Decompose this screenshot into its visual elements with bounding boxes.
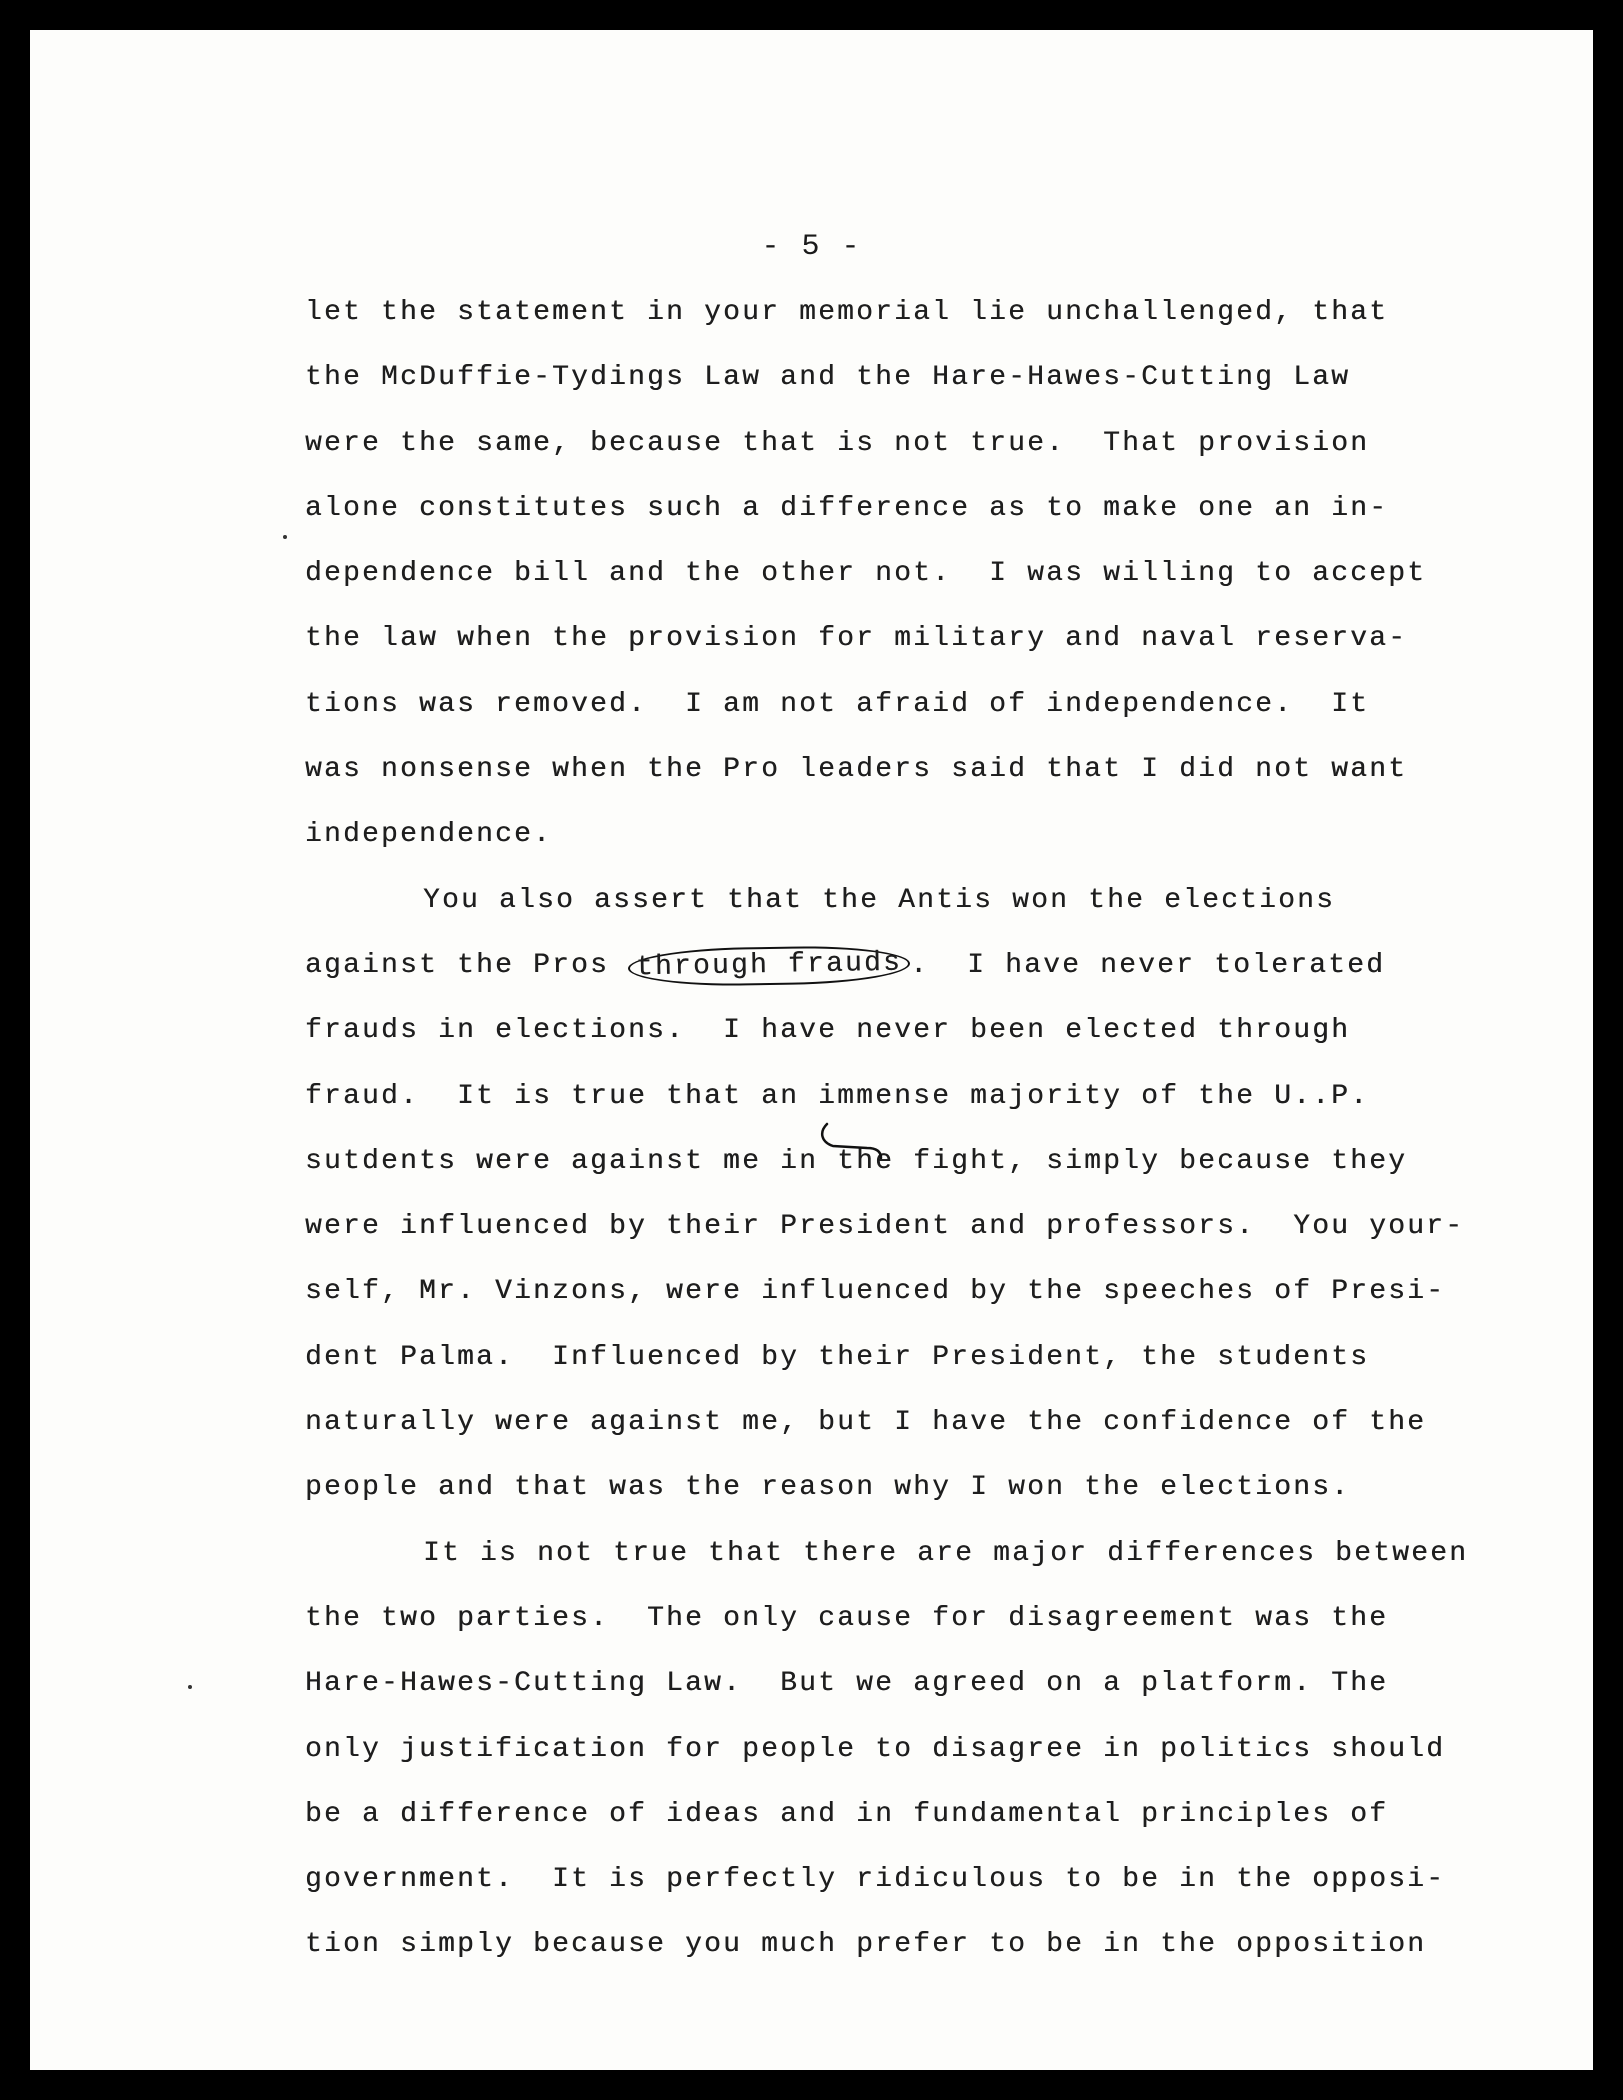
paragraph-start-line: You also assert that the Antis won the elections: [423, 884, 1336, 916]
scan-speck: [188, 1685, 192, 1689]
text-line: people and that was the reason why I won the elections.: [305, 1472, 1351, 1504]
text-line: tions was removed. I am not afraid of independence. It: [305, 688, 1370, 720]
text-line: were the same, because that is not true. That provision: [305, 427, 1370, 459]
body-text: [305, 280, 1525, 1978]
text-line: fraud. It is true that an immense majority of the U..P.: [305, 1080, 1370, 1112]
text-line: dependence bill and the other not. I was willing to accept: [305, 558, 1427, 590]
text-line: only justification for people to disagree in politics should: [305, 1733, 1446, 1765]
circled-annotation: through frauds: [628, 945, 911, 988]
text-line: the McDuffie-Tydings Law and the Hare-Hawes-Cutting Law: [305, 362, 1351, 394]
text-line: the two parties. The only cause for disagreement was the: [305, 1602, 1389, 1634]
text-line: were influenced by their President and professors. You your-: [305, 1211, 1465, 1243]
text-line: sutdents were against me in the fight, simply because they: [305, 1145, 1408, 1177]
text-line: be a difference of ideas and in fundamental principles of: [305, 1798, 1389, 1830]
text-line: naturally were against me, but I have the confidence of the: [305, 1407, 1427, 1439]
text-line: self, Mr. Vinzons, were influenced by the speeches of Presi-: [305, 1276, 1446, 1308]
document-page: [30, 30, 1593, 2070]
text-line-annotated: [305, 933, 1525, 998]
page-number: - 5 -: [761, 230, 862, 264]
text-line: government. It is perfectly ridiculous to be in the opposi-: [305, 1864, 1446, 1896]
text-line: was nonsense when the Pro leaders said that I did not want: [305, 754, 1408, 786]
text-line: Hare-Hawes-Cutting Law. But we agreed on a platform. The: [305, 1668, 1389, 1700]
text-segment: against the Pros: [305, 949, 629, 981]
text-segment: . I have never tolerated: [910, 949, 1386, 981]
text-line: let the statement in your memorial lie unchallenged, that: [305, 297, 1389, 328]
text-line: the law when the provision for military and naval reserva-: [305, 623, 1408, 655]
text-line: alone constitutes such a difference as to make one an in-: [305, 492, 1389, 524]
text-line: frauds in elections. I have never been elected through: [305, 1015, 1351, 1047]
paragraph-start-line: It is not true that there are major differences between: [423, 1537, 1469, 1569]
text-line: dent Palma. Influenced by their President, the students: [305, 1341, 1370, 1373]
text-line: independence.: [305, 819, 553, 851]
text-line: tion simply because you much prefer to be in the opposition: [305, 1929, 1427, 1961]
scan-speck: [283, 535, 287, 539]
